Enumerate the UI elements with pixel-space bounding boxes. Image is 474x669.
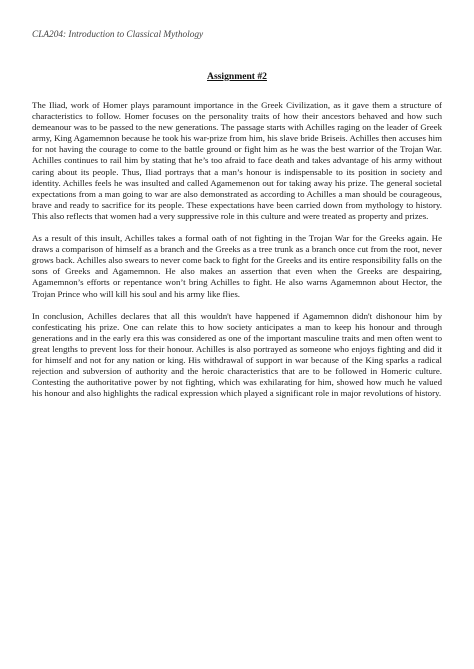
paragraph-intro: The Iliad, work of Homer plays paramount importance in the Greek Civilization, as it gave them a structure of characteristics to follow. Homer focuses on the personality traits of how their ancestors behaved and how such demeanour was to be passed to the new generations. The passage starts with Achilles raging on the leader of Greek army, King Agamemnon because he took his war-prize from him, his slave bride Briseis. Achilles then accuses him for not having the courage to come to the battle ground or fight him as he was the best warrior of the Trojan War. Achilles continues to rail him by stating that he’s too afraid to face death and takes advantage of his army without caring about its people. Thus, Iliad portrays that a man’s honour is indispensable to its position in society and identity. Achilles feels he was insulted and called Agamemenon out for taking away his prize. The general societal expectations from a man going to war are also demonstrated as according to Achilles a man should be courageous, brave and ready to sacrifice for its people. These expectations have been carried down from mythology to history. This also reflects that women had a very suppressive role in this culture and were treated as property and prizes. xyxy=(32,100,442,221)
paragraph-oath: As a result of this insult, Achilles takes a formal oath of not fighting in the Trojan War for the Greeks again. He draws a comparison of himself as a branch and the Greeks as a tree trunk as a branch once cut from the root, never grows back. Achilles also swears to never come back to fight for the Greeks and its entire responsibility falls on the sons of Greeks and Agamemnon. He also makes an assertion that even when the Greeks are despairing, Agamemnon’s efforts or repentance won’t bring Achilles to fight. He also warns Agamemnon about Hector, the Trojan Prince who will kill his soul and his army like flies. xyxy=(32,233,442,299)
assignment-title: Assignment #2 xyxy=(207,71,267,82)
course-header: CLA204: Introduction to Classical Mythology xyxy=(32,30,204,40)
document-body xyxy=(32,100,442,410)
paragraph-conclusion: In conclusion, Achilles declares that all this wouldn't have happened if Agamemnon didn't dishonour him by confesticating his prize. One can relate this to how society anticipates a man to keep his honour and through generations and in the early era this was considered as one of the important masculine traits and men often went to great lengths to prevent loss for their honour. Achilles is also portrayed as someone who enjoys fighting and did it for himself and not for any nation or king. His withdrawal of support in war because of the King sparks a radical rejection and subversion of authority and the heroic characteristics that are to be followed in Homeric culture. Contesting the authoritative power by not fighting, which was exhilarating for him, showed how much he valued his honour and also highlights the radical expression which played a significant role in major revolutions of history. xyxy=(32,310,442,399)
